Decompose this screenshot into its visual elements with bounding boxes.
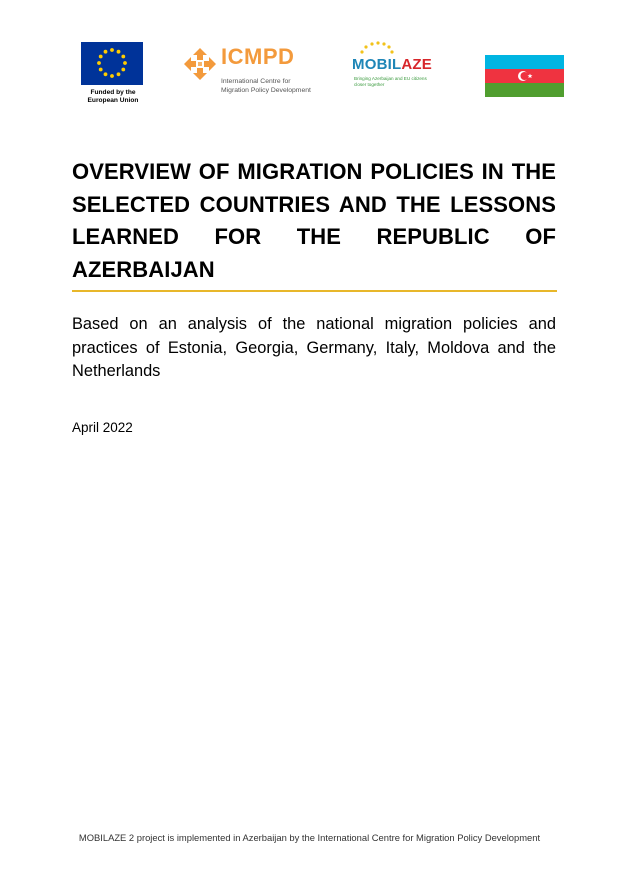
eu-logo — [81, 42, 145, 105]
page-footer: MOBILAZE 2 project is implemented in Azerbaijan by the International Centre for Migration Policy Development — [78, 832, 541, 843]
eu-caption-line1: Funded by the — [90, 89, 136, 96]
eu-flag-icon — [81, 42, 143, 85]
mobilaze-name-main: MOBIL — [352, 56, 402, 73]
eu-caption — [81, 89, 145, 105]
document-subtitle: Based on an analysis of the national migration policies and practices of Estonia, Georgia, Germany, Italy, Moldova and the Netherlands — [72, 315, 556, 380]
eu-caption-line2: European Union — [87, 97, 139, 104]
mobilaze-tagline-line2: closer together — [354, 81, 385, 87]
logo-bar — [0, 40, 619, 115]
mobilaze-name-accent: AZE — [401, 56, 432, 73]
mobilaze-name — [352, 56, 432, 74]
mobilaze-tagline — [354, 76, 450, 87]
mobilaze-logo — [352, 40, 452, 96]
icmpd-name: ICMPD — [221, 44, 295, 69]
icmpd-subtitle — [221, 78, 311, 95]
document-date: April 2022 — [72, 420, 133, 435]
mobilaze-tagline-line1: Bringing Azerbaijan and EU citizens — [354, 76, 427, 81]
document-title: OVERVIEW OF MIGRATION POLICIES IN THE SELECTED COUNTRIES AND THE LESSONS LEARNED FOR THE REPUBLIC OF AZERBAIJAN — [72, 159, 556, 282]
icmpd-subtitle-line2: Migration Policy Development — [221, 86, 311, 94]
icmpd-subtitle-line1: International Centre for — [221, 78, 291, 85]
icmpd-arrows-icon — [183, 47, 217, 81]
azerbaijan-flag-icon — [485, 55, 564, 97]
title-divider — [72, 290, 557, 292]
icmpd-logo — [183, 44, 333, 99]
